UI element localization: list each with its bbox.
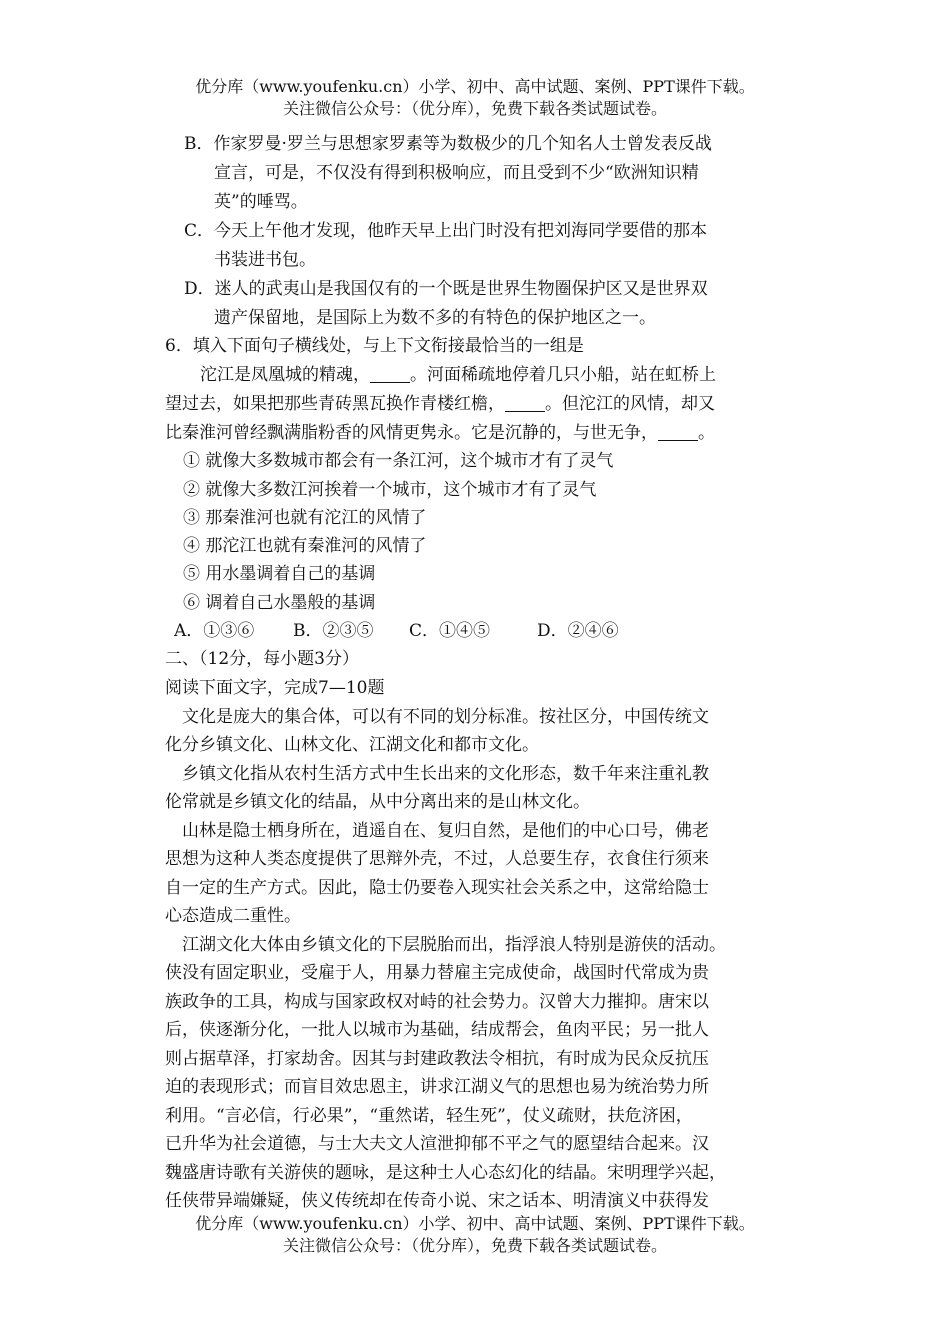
passage-line: 伦常就是乡镇文化的结晶，从中分离出来的是山林文化。 bbox=[165, 792, 590, 812]
q6-item-3: ③ 那秦淮河也就有沱江的风情了 bbox=[183, 508, 427, 528]
q6-p2b: 。但沱江的风情，却又 bbox=[545, 394, 715, 414]
q6-p2a: 望过去，如果把那些青砖黑瓦换作青楼红檐， bbox=[165, 394, 505, 414]
q6-option-c: C．①④⑤ bbox=[409, 621, 491, 641]
section-2-instruction: 阅读下面文字，完成7—10题 bbox=[165, 678, 385, 698]
footer-line-1: 优分库（www.youfenku.cn）小学、初中、高中试题、案例、PPT课件下载。 bbox=[195, 1214, 755, 1233]
q6-option-d: D．②④⑥ bbox=[537, 621, 619, 641]
q6-item-4: ④ 那沱江也就有秦淮河的风情了 bbox=[183, 536, 427, 556]
q6-passage-line-3 bbox=[165, 419, 715, 447]
q6-passage-line-1 bbox=[200, 361, 716, 389]
passage-line: 则占据草泽，打家劫舍。因其与封建政教法令相抗，有时成为民众反抗压 bbox=[165, 1049, 709, 1069]
q5-option-b-line-3: 英”的唾骂。 bbox=[214, 192, 308, 212]
q5-option-d-line-1: D．迷人的武夷山是我国仅有的一个既是世界生物圈保护区又是世界双 bbox=[184, 279, 708, 299]
passage-line: 江湖文化大体由乡镇文化的下层脱胎而出，指浮浪人特别是游侠的活动。 bbox=[182, 935, 726, 955]
q6-option-b: B．②③⑤ bbox=[293, 621, 374, 641]
q5-option-c-line-2: 书装进书包。 bbox=[214, 250, 316, 270]
passage-line: 已升华为社会道德，与士大夫文人渲泄抑郁不平之气的愿望结合起来。汉 bbox=[165, 1134, 709, 1154]
fill-blank-2 bbox=[505, 393, 545, 412]
passage-line: 后，侠逐渐分化，一批人以城市为基础，结成帮会，鱼肉平民；另一批人 bbox=[165, 1020, 709, 1040]
q6-p1b: 。河面稀疏地停着几只小船，站在虹桥上 bbox=[410, 365, 716, 385]
passage-line: 任侠带异端嫌疑，侠义传统却在传奇小说、宋之话本、明清演义中获得发 bbox=[165, 1191, 709, 1211]
q6-item-2: ② 就像大多数江河挨着一个城市，这个城市才有了灵气 bbox=[183, 480, 597, 500]
header-line-2: 关注微信公众号：（优分库），免费下载各类试题试卷。 bbox=[282, 99, 667, 118]
q5-option-c-line-1: C．今天上午他才发现，他昨天早上出门时没有把刘海同学要借的那本 bbox=[184, 221, 708, 241]
passage-line: 思想为这种人类态度提供了思辩外壳，不过，人总要生存，衣食住行须来 bbox=[165, 849, 709, 869]
passage-line: 迫的表现形式；而盲目效忠恩主，讲求江湖义气的思想也易为统治势力所 bbox=[165, 1077, 709, 1097]
passage-line: 化分乡镇文化、山林文化、江湖文化和都市文化。 bbox=[165, 735, 539, 755]
passage-line: 侠没有固定职业，受雇于人，用暴力替雇主完成使命，战国时代常成为贵 bbox=[165, 963, 709, 983]
passage-line: 族政争的工具，构成与国家政权对峙的社会势力。汉曾大力摧抑。唐宋以 bbox=[165, 992, 709, 1012]
q6-item-1: ① 就像大多数城市都会有一条江河，这个城市才有了灵气 bbox=[183, 451, 614, 471]
q6-option-a: A．①③⑥ bbox=[174, 621, 255, 641]
passage-line: 文化是庞大的集合体，可以有不同的划分标准。按社区分，中国传统文 bbox=[182, 707, 709, 727]
q6-p3a: 比秦淮河曾经飘满脂粉香的风情更隽永。它是沉静的，与世无争， bbox=[165, 423, 658, 443]
passage-line: 自一定的生产方式。因此，隐士仍要卷入现实社会关系之中，这常给隐士 bbox=[165, 878, 709, 898]
passage-line: 乡镇文化指从农村生活方式中生长出来的文化形态，数千年来注重礼教 bbox=[182, 764, 709, 784]
q6-p1a: 沱江是凤凰城的精魂， bbox=[200, 365, 370, 385]
q5-option-b-line-2: 宣言，可是，不仅没有得到积极响应，而且受到不少“欧洲知识精 bbox=[214, 163, 699, 183]
q6-passage-line-2 bbox=[165, 390, 715, 418]
fill-blank-3 bbox=[658, 422, 698, 441]
passage-line: 心态造成二重性。 bbox=[165, 906, 301, 926]
q6-item-6: ⑥ 调着自己水墨般的基调 bbox=[183, 593, 376, 613]
passage-line: 利用。“言必信，行必果”，“重然诺，轻生死”，仗义疏财，扶危济困， bbox=[165, 1106, 693, 1126]
section-2-title: 二、（12分，每小题3分） bbox=[165, 649, 359, 669]
passage-line: 山林是隐士栖身所在，逍遥自在、复归自然，是他们的中心口号，佛老 bbox=[182, 821, 709, 841]
fill-blank-1 bbox=[370, 364, 410, 383]
q6-stem: 6．填入下面句子横线处，与上下文衔接最恰当的一组是 bbox=[165, 336, 584, 356]
footer-line-2: 关注微信公众号：（优分库），免费下载各类试题试卷。 bbox=[282, 1236, 667, 1255]
q5-option-b-line-1: B．作家罗曼·罗兰与思想家罗素等为数极少的几个知名人士曾发表反战 bbox=[184, 134, 712, 154]
q5-option-d-line-2: 遗产保留地，是国际上为数不多的有特色的保护地区之一。 bbox=[214, 308, 656, 328]
header-line-1: 优分库（www.youfenku.cn）小学、初中、高中试题、案例、PPT课件下载。 bbox=[195, 77, 755, 96]
q6-item-5: ⑤ 用水墨调着自己的基调 bbox=[183, 564, 376, 584]
passage-line: 魏盛唐诗歌有关游侠的题咏，是这种士人心态幻化的结晶。宋明理学兴起， bbox=[165, 1163, 726, 1183]
q6-p3b: 。 bbox=[698, 423, 715, 443]
